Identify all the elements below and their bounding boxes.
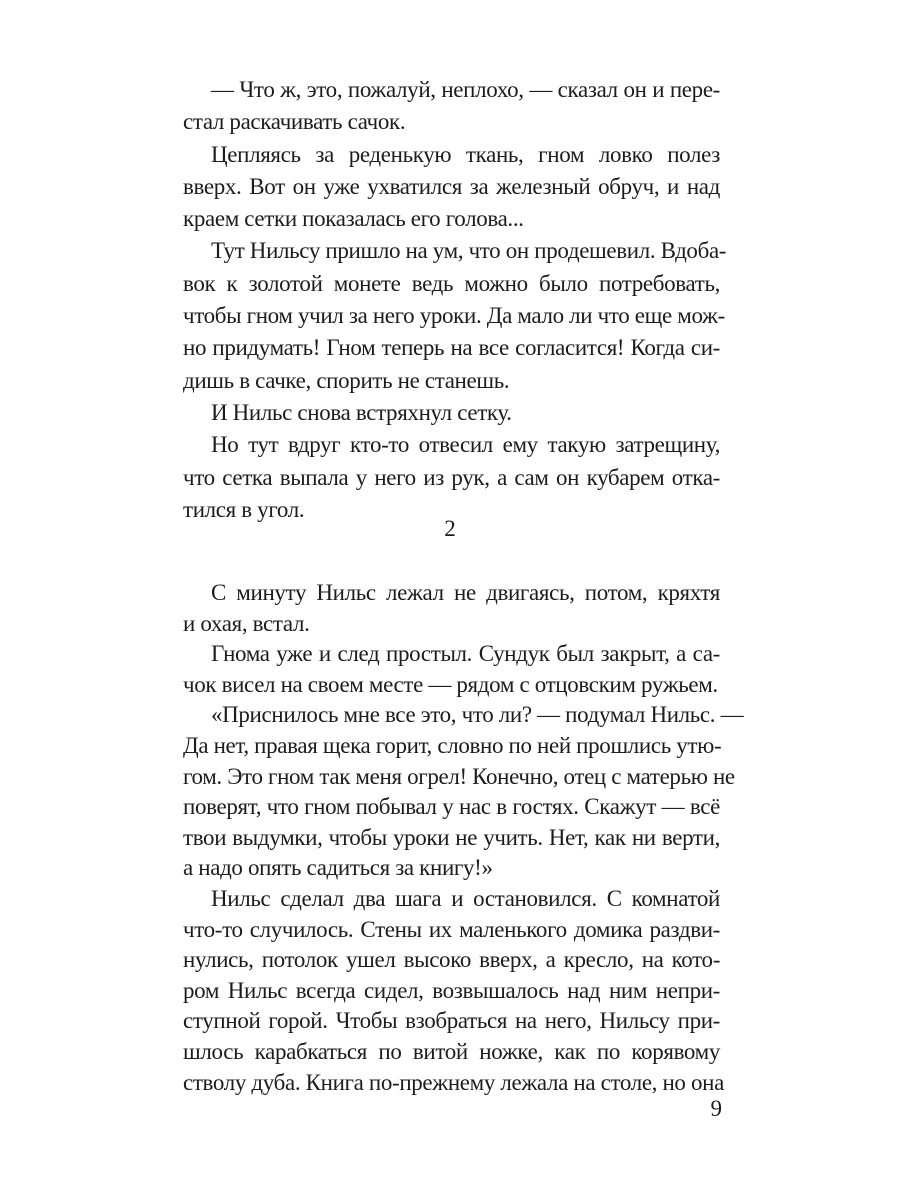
text-line: стал раскачивать сачок. <box>183 109 406 135</box>
text-line: Гнома уже и след простыл. Сундук был закрыт, а са- <box>211 641 720 667</box>
page-number: 9 <box>710 1096 722 1121</box>
paragraph <box>183 235 727 396</box>
text-line: вок к золотой монете ведь можно было потребовать, <box>183 270 720 296</box>
text-line: ступной горой. Чтобы взобраться на него, Нильсу при- <box>183 1008 720 1034</box>
text-line: нулись, потолок ушел высоко вверх, а кресло, на кото- <box>183 947 720 973</box>
paragraph <box>183 397 720 429</box>
text-line: чтобы гном учил за него уроки. Да мало ли что еще мож- <box>183 303 725 329</box>
text-line: вверх. Вот он уже ухватился за железный обруч, и над <box>183 173 720 199</box>
paragraph <box>183 639 720 700</box>
text-line: Да нет, правая щека горит, словно по ней прошлись утю- <box>183 732 722 758</box>
text-line: «Приснилось мне все это, что ли? — подумал Нильс. — <box>211 702 744 728</box>
text-line: и охая, встал. <box>183 610 310 636</box>
text-section-1 <box>183 74 727 526</box>
text-line: Но тут вдруг кто-то отвесил ему такую затрещину, <box>211 432 720 458</box>
text-line: твои выдумки, чтобы уроки не учить. Нет, как ни верти, <box>183 824 720 850</box>
text-line: поверят, что гном побывал у нас в гостях. Скажут — всё <box>183 794 720 820</box>
text-section-2 <box>183 578 744 1098</box>
text-line: И Нильс снова встряхнул сетку. <box>211 399 512 425</box>
paragraph <box>183 578 720 639</box>
paragraph <box>183 139 720 236</box>
text-line: дишь в сачке, спорить не станешь. <box>183 367 510 393</box>
text-line: чок висел на своем месте — рядом с отцовским ружьем. <box>183 671 718 697</box>
paragraph <box>183 74 720 139</box>
chapter-number: 2 <box>444 516 456 541</box>
text-line: а надо опять садиться за книгу!» <box>183 855 493 881</box>
text-line: Тут Нильсу пришло на ум, что он продешевил. Вдоба- <box>211 238 727 264</box>
text-line: но придумать! Гном теперь на все согласится! Когда си- <box>183 335 720 361</box>
text-line: ром Нильс всегда сидел, возвышалось над ним непри- <box>183 977 720 1003</box>
text-line: Нильс сделал два шага и остановился. С комнатой <box>211 885 720 911</box>
text-line: стволу дуба. Книга по-прежнему лежала на столе, но она <box>183 1069 724 1095</box>
text-line: гом. Это гном так меня огрел! Конечно, отец с матерью не <box>183 763 735 789</box>
paragraph <box>183 884 724 1098</box>
paragraph <box>183 700 744 884</box>
text-line: Цепляясь за реденькую ткань, гном ловко полез <box>211 141 720 167</box>
text-line: краем сетки показалась его голова... <box>183 206 524 232</box>
text-line: тился в угол. <box>183 496 305 522</box>
text-line: шлось карабкаться по витой ножке, как по корявому <box>183 1038 720 1064</box>
text-line: что-то случилось. Стены их маленького домика раздви- <box>183 916 720 942</box>
paragraph <box>183 429 720 526</box>
text-line: — Что ж, это, пожалуй, неплохо, — сказал он и пере- <box>211 77 720 102</box>
text-line: С минуту Нильс лежал не двигаясь, потом, кряхтя <box>211 580 720 605</box>
text-line: что сетка выпала у него из рук, а сам он кубарем отка- <box>183 464 720 490</box>
